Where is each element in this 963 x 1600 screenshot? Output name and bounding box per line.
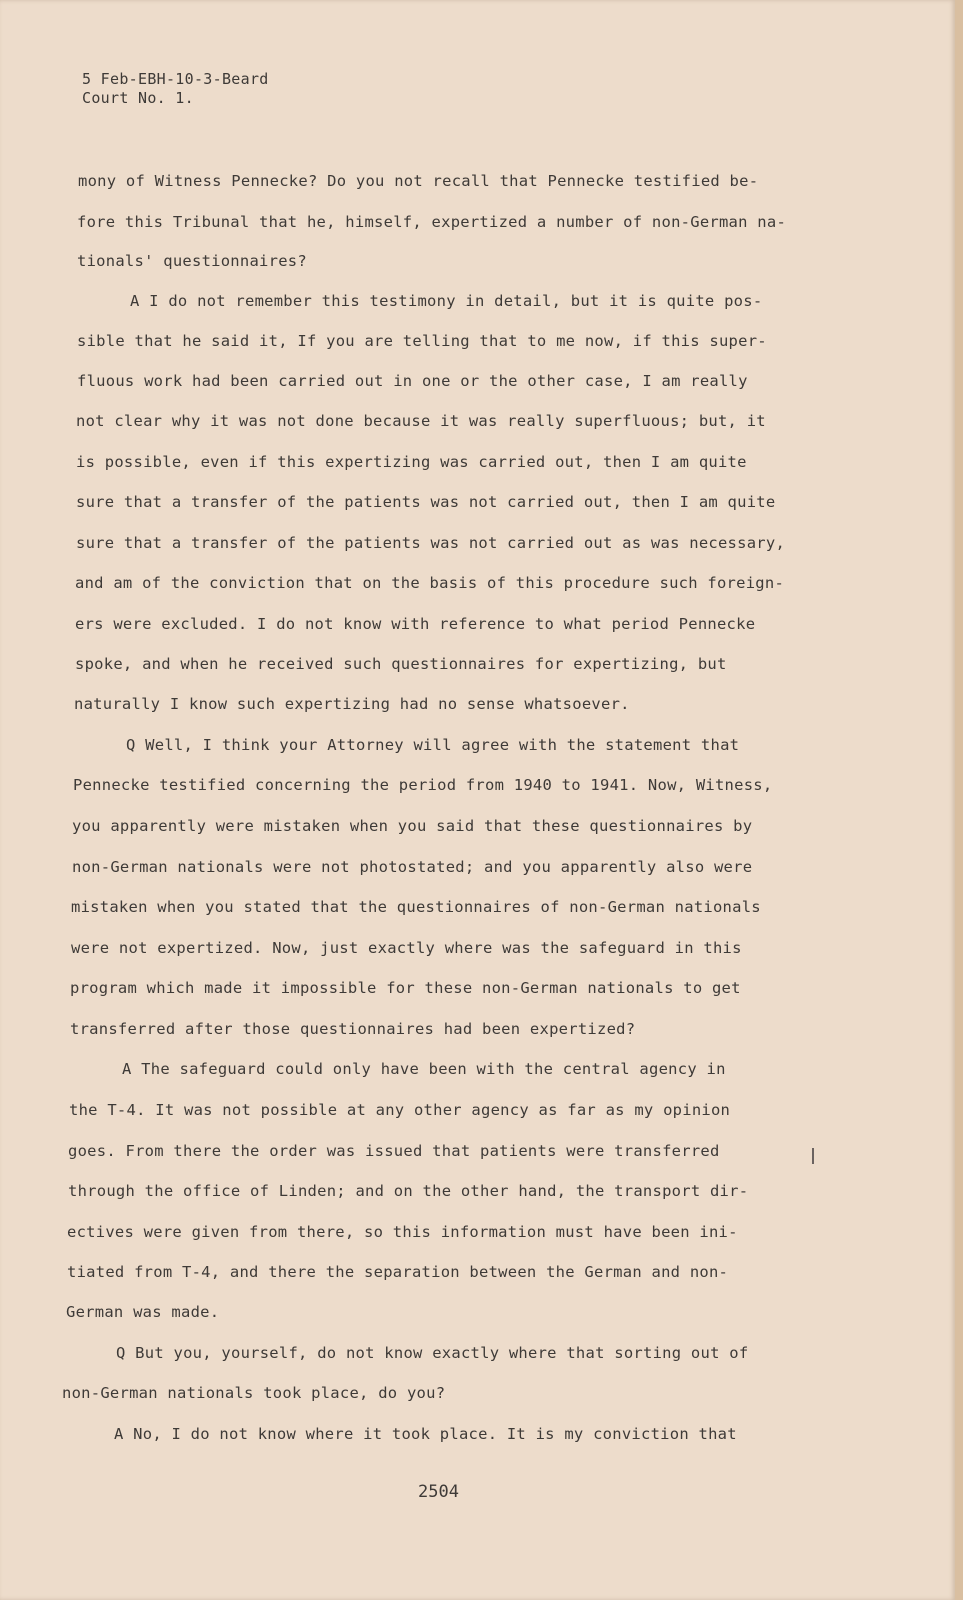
transcript-line: Q But you, yourself, do not know exactly where that sorting out of [116,1344,749,1362]
document-header [82,70,269,108]
transcript-line: ectives were given from there, so this information must have been ini- [67,1223,738,1241]
header-session-line: 5 Feb-EBH-10-3-Beard [82,70,269,88]
transcript-line: sure that a transfer of the patients was not carried out as was necessary, [76,534,786,552]
page-number: 2504 [418,1482,459,1502]
transcript-line: non-German nationals took place, do you? [62,1384,446,1402]
transcript-line: non-German nationals were not photostated; and you apparently also were [72,858,753,876]
transcript-line: tiated from T-4, and there the separation between the German and non- [67,1263,729,1281]
transcript-line: German was made. [66,1303,220,1321]
transcript-line: ers were excluded. I do not know with reference to what period Pennecke [75,615,756,633]
transcript-line: you apparently were mistaken when you said that these questionnaires by [72,817,753,835]
transcript-line: through the office of Linden; and on the other hand, the transport dir- [68,1182,749,1200]
transcript-line: the T-4. It was not possible at any other agency as far as my opinion [69,1101,731,1119]
transcript-line: sible that he said it, If you are telling that to me now, if this super- [77,332,767,350]
transcript-line: A No, I do not know where it took place. It is my conviction that [114,1425,737,1443]
transcript-line: were not expertized. Now, just exactly where was the safeguard in this [71,939,742,957]
margin-mark [812,1148,814,1164]
header-court-line: Court No. 1. [82,89,194,107]
transcript-line: fluous work had been carried out in one or the other case, I am really [77,372,748,390]
transcript-line: goes. From there the order was issued that patients were transferred [68,1142,720,1160]
transcript-line: sure that a transfer of the patients was not carried out, then I am quite [76,493,776,511]
transcript-line: fore this Tribunal that he, himself, expertized a number of non-German na- [77,213,787,231]
transcript-line: tionals' questionnaires? [77,252,307,270]
transcript-line: Pennecke testified concerning the period from 1940 to 1941. Now, Witness, [73,776,773,794]
transcript-line: mistaken when you stated that the questionnaires of non-German nationals [71,898,761,916]
transcript-line: mony of Witness Pennecke? Do you not recall that Pennecke testified be- [78,172,759,190]
transcript-line: A I do not remember this testimony in detail, but it is quite pos- [130,292,763,310]
transcript-line: A The safeguard could only have been with the central agency in [122,1060,726,1078]
transcript-line: not clear why it was not done because it was really superfluous; but, it [76,412,766,430]
transcript-line: and am of the conviction that on the basis of this procedure such foreign- [75,574,785,592]
transcript-line: spoke, and when he received such questionnaires for expertizing, but [75,655,727,673]
transcript-line: naturally I know such expertizing had no sense whatsoever. [74,695,630,713]
transcript-line: Q Well, I think your Attorney will agree with the statement that [126,736,740,754]
transcript-line: program which made it impossible for these non-German nationals to get [70,979,741,997]
transcript-line: is possible, even if this expertizing was carried out, then I am quite [76,453,747,471]
transcript-line: transferred after those questionnaires had been expertized? [70,1020,636,1038]
